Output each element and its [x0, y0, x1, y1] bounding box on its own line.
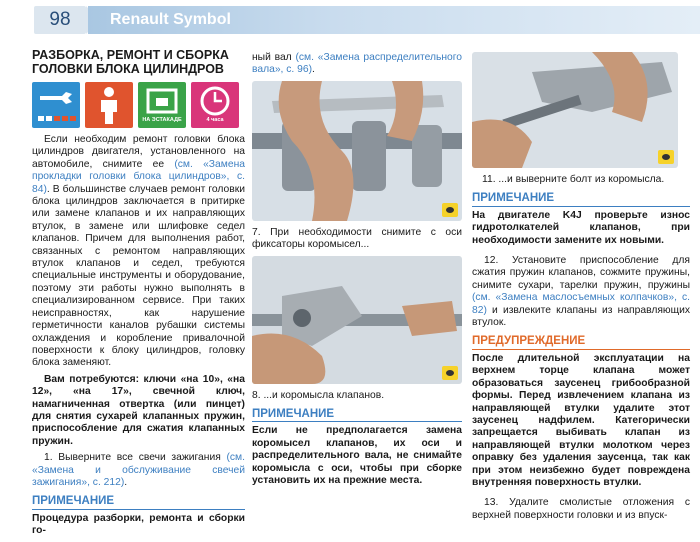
column-3	[472, 44, 690, 526]
section-title: РАЗБОРКА, РЕМОНТ И СБОРКА ГОЛОВКИ БЛОКА ЦИЛИНДРОВ	[32, 48, 229, 76]
step-12: 12. Установите приспособление для сжатия пружин клапанов, сожмите пружины, снимите сухари, тарелки пружин, пружины (см. «Замена маслосъемных колпачков», с. 82) и извлеките клапаны из направляющих втулок.	[472, 255, 690, 329]
camera-icon	[442, 366, 458, 380]
step-11-caption: 11. ...и выверните болт из коромысла.	[482, 174, 665, 185]
note-text: Если не предполагается замена коромысел клапанов, их оси и распределительного вала, не снимайте коромысла с оси, чтобы при сборке установить их на прежние места.	[252, 425, 462, 487]
icon-tag: 4 часа	[206, 116, 224, 123]
note-text: Процедура разборки, ремонта и сборки го-	[32, 512, 245, 537]
page-number: 98	[34, 6, 86, 34]
tools-paragraph: Вам потребуются: ключи «на 10», «на 12», «на 17», свечной ключ, намагниченная отвертка (или пинцет) для снятия сухарей клапанных пружин, приспособление для сжатия клапанных пружин.	[32, 373, 245, 447]
column-2	[252, 44, 462, 491]
photo-rocker-bolt	[472, 52, 678, 168]
inspection-pit-icon	[138, 82, 186, 128]
camera-icon	[442, 203, 458, 217]
clock-icon	[191, 82, 239, 128]
ref-link[interactable]: (см. «Замена и обслуживание свечей зажигания», с. 212)	[32, 452, 245, 488]
warning-heading: ПРЕДУПРЕЖДЕНИЕ	[472, 335, 690, 349]
ref-link[interactable]: (см. «Замена прокладки головки блока цилиндров», с. 84)	[32, 158, 245, 195]
brand-title: Renault Symbol	[88, 6, 700, 34]
note-heading: ПРИМЕЧАНИЕ	[252, 408, 462, 422]
info-icons	[32, 82, 245, 128]
step-8-caption: 8. ...и коромысла клапанов.	[252, 389, 385, 401]
note-text: На двигателе K4J проверьте износ гидротолкателей клапанов, при необходимости замените их новыми.	[472, 209, 690, 246]
camera-icon	[658, 150, 674, 164]
step-13: 13. Удалите смолистые отложения с верхней поверхности головки и из впуск-	[472, 497, 690, 521]
intro-paragraph: Если необходим ремонт головки блока цилиндров двигателя, установленного на автомобиле, снимите ее (см. «Замена прокладки головки блока цилиндров», с. 84). В большинстве случаев ремонт головки блока цилиндров заключается в притирке или замене клапанов и их направляющих втулок, в замене или шлифовке седел клапанов. Причем для выполнения работ, связанных с ремонтом направляющих втулок клапанов и седел, требуются специальные инструменты и оборудование, поэтому эти работы нужно выполнять в специализированном сервисе. При таких неисправностях, как нарушение герметичности каналов рубашки системы охлаждения и коробление привалочной поверхности к блоку цилиндров, головку блока заменяют.	[32, 134, 245, 369]
page-header	[0, 0, 700, 40]
column-1	[32, 44, 245, 542]
ref-link[interactable]: (см. «Замена распределительного вала», с. 96)	[252, 52, 462, 76]
photo-rocker-shaft	[252, 81, 462, 221]
note-heading: ПРИМЕЧАНИЕ	[472, 192, 690, 206]
photo-rocker-arms	[252, 256, 462, 384]
person-icon	[85, 82, 133, 128]
warning-text: После длительной эксплуатации на верхнем торце клапана может образоваться заусенец грибообразной формы. Перед извлечением клапана из направляющей втулки удалите этот заусенец надфилем. Категорически запрещается выбивать клапан из направляющей втулки молотком через оправку без удаления заусенца, так как при этом неизбежно будет повреждена внутренняя поверхность втулки.	[472, 352, 690, 488]
ref-link[interactable]: (см. «Замена маслосъемных колпачков», с. 82)	[472, 292, 690, 316]
continued-text: ный вал (см. «Замена распределительного вала», с. 96).	[252, 52, 462, 76]
icon-tag: НА ЭСТАКАДЕ	[142, 116, 182, 123]
step-7-caption: 7. При необходимости снимите с оси фиксаторы коромысел...	[252, 226, 462, 251]
wrench-difficulty-icon	[32, 82, 80, 128]
step-1: 1. Выверните все свечи зажигания (см. «Замена и обслуживание свечей зажигания», с. 212).	[32, 452, 245, 488]
note-heading: ПРИМЕЧАНИЕ	[32, 495, 245, 509]
